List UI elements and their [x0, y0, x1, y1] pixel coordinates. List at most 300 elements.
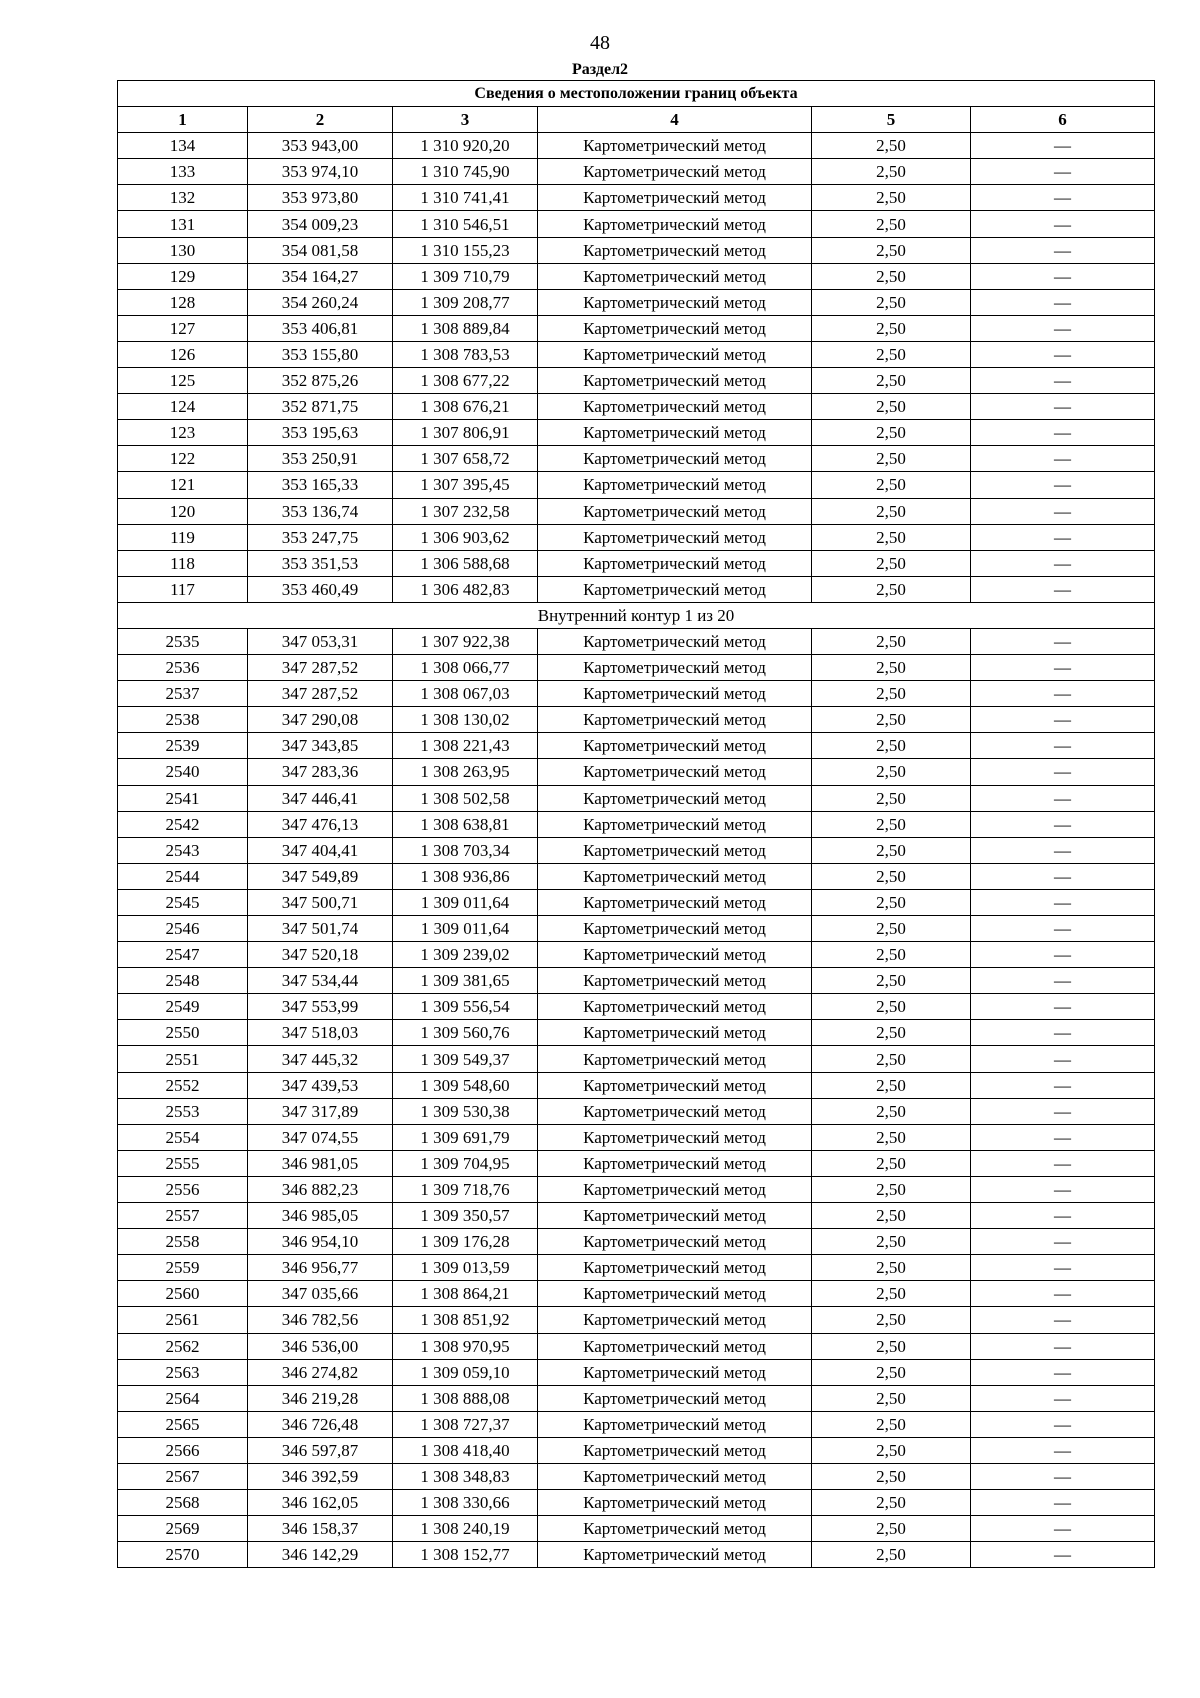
accuracy-cell: 2,50: [812, 368, 971, 394]
point-number-cell: 122: [118, 446, 248, 472]
accuracy-cell: 2,50: [812, 889, 971, 915]
y-coordinate-cell: 1 309 176,28: [393, 1229, 538, 1255]
table-row: [118, 681, 1155, 707]
table-row: [118, 889, 1155, 915]
description-cell: —: [971, 211, 1155, 237]
point-number-cell: 125: [118, 368, 248, 394]
description-cell: —: [971, 1542, 1155, 1568]
description-cell: —: [971, 1072, 1155, 1098]
x-coordinate-cell: 347 501,74: [248, 916, 393, 942]
accuracy-cell: 2,50: [812, 707, 971, 733]
table-row: [118, 394, 1155, 420]
point-number-cell: 2563: [118, 1359, 248, 1385]
x-coordinate-cell: 353 406,81: [248, 315, 393, 341]
method-cell: Картометрический метод: [538, 289, 812, 315]
description-cell: —: [971, 1437, 1155, 1463]
accuracy-cell: 2,50: [812, 237, 971, 263]
table-row: [118, 1385, 1155, 1411]
point-number-cell: 129: [118, 263, 248, 289]
y-coordinate-cell: 1 307 395,45: [393, 472, 538, 498]
y-coordinate-cell: 1 308 130,02: [393, 707, 538, 733]
method-cell: Картометрический метод: [538, 1463, 812, 1489]
method-cell: Картометрический метод: [538, 1411, 812, 1437]
method-cell: Картометрический метод: [538, 1020, 812, 1046]
y-coordinate-cell: 1 308 263,95: [393, 759, 538, 785]
accuracy-cell: 2,50: [812, 1463, 971, 1489]
y-coordinate-cell: 1 309 560,76: [393, 1020, 538, 1046]
accuracy-cell: 2,50: [812, 994, 971, 1020]
x-coordinate-cell: 353 195,63: [248, 420, 393, 446]
y-coordinate-cell: 1 308 676,21: [393, 394, 538, 420]
method-cell: Картометрический метод: [538, 1385, 812, 1411]
method-cell: Картометрический метод: [538, 785, 812, 811]
method-cell: Картометрический метод: [538, 211, 812, 237]
accuracy-cell: 2,50: [812, 185, 971, 211]
description-cell: —: [971, 1411, 1155, 1437]
table-row: [118, 1046, 1155, 1072]
accuracy-cell: 2,50: [812, 159, 971, 185]
y-coordinate-cell: 1 307 922,38: [393, 628, 538, 654]
accuracy-cell: 2,50: [812, 315, 971, 341]
point-number-cell: 2547: [118, 942, 248, 968]
point-number-cell: 2545: [118, 889, 248, 915]
boundary-coordinates-table: [117, 80, 1155, 1568]
y-coordinate-cell: 1 308 330,66: [393, 1490, 538, 1516]
accuracy-cell: 2,50: [812, 1359, 971, 1385]
method-cell: Картометрический метод: [538, 1150, 812, 1176]
y-coordinate-cell: 1 306 903,62: [393, 524, 538, 550]
table-caption: Сведения о местоположении границ объекта: [118, 81, 1155, 107]
method-cell: Картометрический метод: [538, 1359, 812, 1385]
accuracy-cell: 2,50: [812, 498, 971, 524]
x-coordinate-cell: 347 317,89: [248, 1098, 393, 1124]
column-header-3: 3: [393, 107, 538, 133]
description-cell: —: [971, 1385, 1155, 1411]
x-coordinate-cell: 347 287,52: [248, 681, 393, 707]
description-cell: —: [971, 498, 1155, 524]
method-cell: Картометрический метод: [538, 759, 812, 785]
method-cell: Картометрический метод: [538, 576, 812, 602]
point-number-cell: 2556: [118, 1176, 248, 1202]
accuracy-cell: 2,50: [812, 1255, 971, 1281]
x-coordinate-cell: 347 290,08: [248, 707, 393, 733]
y-coordinate-cell: 1 308 888,08: [393, 1385, 538, 1411]
description-cell: —: [971, 315, 1155, 341]
x-coordinate-cell: 347 446,41: [248, 785, 393, 811]
x-coordinate-cell: 346 274,82: [248, 1359, 393, 1385]
description-cell: —: [971, 185, 1155, 211]
point-number-cell: 2544: [118, 863, 248, 889]
point-number-cell: 2555: [118, 1150, 248, 1176]
table-row: [118, 1020, 1155, 1046]
x-coordinate-cell: 346 956,77: [248, 1255, 393, 1281]
point-number-cell: 2569: [118, 1516, 248, 1542]
point-number-cell: 119: [118, 524, 248, 550]
x-coordinate-cell: 353 165,33: [248, 472, 393, 498]
description-cell: —: [971, 368, 1155, 394]
y-coordinate-cell: 1 309 381,65: [393, 968, 538, 994]
x-coordinate-cell: 346 536,00: [248, 1333, 393, 1359]
table-body: [118, 81, 1155, 1568]
accuracy-cell: 2,50: [812, 1229, 971, 1255]
point-number-cell: 2560: [118, 1281, 248, 1307]
accuracy-cell: 2,50: [812, 1020, 971, 1046]
method-cell: Картометрический метод: [538, 1098, 812, 1124]
table-row: [118, 1255, 1155, 1281]
table-row: [118, 185, 1155, 211]
table-row: [118, 237, 1155, 263]
description-cell: —: [971, 1203, 1155, 1229]
description-cell: —: [971, 159, 1155, 185]
table-row: [118, 759, 1155, 785]
accuracy-cell: 2,50: [812, 472, 971, 498]
point-number-cell: 2537: [118, 681, 248, 707]
description-cell: —: [971, 1359, 1155, 1385]
accuracy-cell: 2,50: [812, 1046, 971, 1072]
accuracy-cell: 2,50: [812, 576, 971, 602]
point-number-cell: 2551: [118, 1046, 248, 1072]
method-cell: Картометрический метод: [538, 968, 812, 994]
point-number-cell: 120: [118, 498, 248, 524]
x-coordinate-cell: 346 597,87: [248, 1437, 393, 1463]
accuracy-cell: 2,50: [812, 968, 971, 994]
y-coordinate-cell: 1 309 013,59: [393, 1255, 538, 1281]
method-cell: Картометрический метод: [538, 524, 812, 550]
method-cell: Картометрический метод: [538, 394, 812, 420]
y-coordinate-cell: 1 309 556,54: [393, 994, 538, 1020]
description-cell: —: [971, 994, 1155, 1020]
accuracy-cell: 2,50: [812, 837, 971, 863]
table-row: [118, 1281, 1155, 1307]
x-coordinate-cell: 347 534,44: [248, 968, 393, 994]
point-number-cell: 2554: [118, 1124, 248, 1150]
point-number-cell: 2543: [118, 837, 248, 863]
y-coordinate-cell: 1 308 066,77: [393, 655, 538, 681]
table-row: [118, 837, 1155, 863]
method-cell: Картометрический метод: [538, 811, 812, 837]
method-cell: Картометрический метод: [538, 1281, 812, 1307]
description-cell: —: [971, 133, 1155, 159]
accuracy-cell: 2,50: [812, 394, 971, 420]
method-cell: Картометрический метод: [538, 1307, 812, 1333]
table-row: [118, 1333, 1155, 1359]
table-row: [118, 785, 1155, 811]
x-coordinate-cell: 347 518,03: [248, 1020, 393, 1046]
table-row: [118, 1072, 1155, 1098]
description-cell: —: [971, 289, 1155, 315]
method-cell: Картометрический метод: [538, 1490, 812, 1516]
x-coordinate-cell: 347 439,53: [248, 1072, 393, 1098]
y-coordinate-cell: 1 309 549,37: [393, 1046, 538, 1072]
point-number-cell: 2539: [118, 733, 248, 759]
y-coordinate-cell: 1 309 350,57: [393, 1203, 538, 1229]
description-cell: —: [971, 681, 1155, 707]
table-caption-row: [118, 81, 1155, 107]
point-number-cell: 2548: [118, 968, 248, 994]
table-row: [118, 446, 1155, 472]
description-cell: —: [971, 1098, 1155, 1124]
method-cell: Картометрический метод: [538, 420, 812, 446]
point-number-cell: 2540: [118, 759, 248, 785]
y-coordinate-cell: 1 308 152,77: [393, 1542, 538, 1568]
x-coordinate-cell: 347 287,52: [248, 655, 393, 681]
accuracy-cell: 2,50: [812, 1203, 971, 1229]
y-coordinate-cell: 1 307 806,91: [393, 420, 538, 446]
column-header-4: 4: [538, 107, 812, 133]
accuracy-cell: 2,50: [812, 1124, 971, 1150]
description-cell: —: [971, 1124, 1155, 1150]
x-coordinate-cell: 347 549,89: [248, 863, 393, 889]
description-cell: —: [971, 1307, 1155, 1333]
accuracy-cell: 2,50: [812, 1098, 971, 1124]
description-cell: —: [971, 863, 1155, 889]
method-cell: Картометрический метод: [538, 628, 812, 654]
y-coordinate-cell: 1 308 970,95: [393, 1333, 538, 1359]
table-row: [118, 1150, 1155, 1176]
point-number-cell: 127: [118, 315, 248, 341]
table-row: [118, 341, 1155, 367]
y-coordinate-cell: 1 307 658,72: [393, 446, 538, 472]
y-coordinate-cell: 1 308 703,34: [393, 837, 538, 863]
x-coordinate-cell: 353 247,75: [248, 524, 393, 550]
table-row: [118, 1176, 1155, 1202]
table-row: [118, 1359, 1155, 1385]
method-cell: Картометрический метод: [538, 681, 812, 707]
method-cell: Картометрический метод: [538, 837, 812, 863]
description-cell: —: [971, 916, 1155, 942]
table-row: [118, 1542, 1155, 1568]
point-number-cell: 2570: [118, 1542, 248, 1568]
accuracy-cell: 2,50: [812, 446, 971, 472]
method-cell: Картометрический метод: [538, 133, 812, 159]
point-number-cell: 2568: [118, 1490, 248, 1516]
x-coordinate-cell: 353 351,53: [248, 550, 393, 576]
accuracy-cell: 2,50: [812, 785, 971, 811]
point-number-cell: 2536: [118, 655, 248, 681]
accuracy-cell: 2,50: [812, 1072, 971, 1098]
method-cell: Картометрический метод: [538, 1333, 812, 1359]
description-cell: —: [971, 837, 1155, 863]
description-cell: —: [971, 1516, 1155, 1542]
y-coordinate-cell: 1 309 710,79: [393, 263, 538, 289]
accuracy-cell: 2,50: [812, 1542, 971, 1568]
table-row: [118, 498, 1155, 524]
x-coordinate-cell: 352 875,26: [248, 368, 393, 394]
table-row: [118, 576, 1155, 602]
table-row: [118, 994, 1155, 1020]
description-cell: —: [971, 576, 1155, 602]
y-coordinate-cell: 1 308 851,92: [393, 1307, 538, 1333]
x-coordinate-cell: 353 974,10: [248, 159, 393, 185]
y-coordinate-cell: 1 309 239,02: [393, 942, 538, 968]
accuracy-cell: 2,50: [812, 1411, 971, 1437]
table-row: [118, 1411, 1155, 1437]
description-cell: —: [971, 524, 1155, 550]
description-cell: —: [971, 1229, 1155, 1255]
y-coordinate-cell: 1 308 067,03: [393, 681, 538, 707]
accuracy-cell: 2,50: [812, 1150, 971, 1176]
description-cell: —: [971, 550, 1155, 576]
y-coordinate-cell: 1 309 011,64: [393, 916, 538, 942]
description-cell: —: [971, 472, 1155, 498]
table-row: [118, 472, 1155, 498]
table-row: [118, 315, 1155, 341]
point-number-cell: 2557: [118, 1203, 248, 1229]
accuracy-cell: 2,50: [812, 524, 971, 550]
description-cell: —: [971, 942, 1155, 968]
method-cell: Картометрический метод: [538, 159, 812, 185]
x-coordinate-cell: 352 871,75: [248, 394, 393, 420]
x-coordinate-cell: 347 520,18: [248, 942, 393, 968]
point-number-cell: 121: [118, 472, 248, 498]
table-row: [118, 1437, 1155, 1463]
x-coordinate-cell: 353 155,80: [248, 341, 393, 367]
method-cell: Картометрический метод: [538, 994, 812, 1020]
table-row: [118, 368, 1155, 394]
description-cell: —: [971, 655, 1155, 681]
table-row: [118, 707, 1155, 733]
table-row: [118, 1229, 1155, 1255]
accuracy-cell: 2,50: [812, 811, 971, 837]
table-row: [118, 916, 1155, 942]
table-row: [118, 1307, 1155, 1333]
method-cell: Картометрический метод: [538, 185, 812, 211]
point-number-cell: 118: [118, 550, 248, 576]
description-cell: —: [971, 811, 1155, 837]
y-coordinate-cell: 1 308 638,81: [393, 811, 538, 837]
table-row: [118, 133, 1155, 159]
column-header-5: 5: [812, 107, 971, 133]
column-header-6: 6: [971, 107, 1155, 133]
x-coordinate-cell: 346 782,56: [248, 1307, 393, 1333]
y-coordinate-cell: 1 308 348,83: [393, 1463, 538, 1489]
method-cell: Картометрический метод: [538, 1516, 812, 1542]
x-coordinate-cell: 346 219,28: [248, 1385, 393, 1411]
point-number-cell: 2546: [118, 916, 248, 942]
accuracy-cell: 2,50: [812, 341, 971, 367]
description-cell: —: [971, 394, 1155, 420]
y-coordinate-cell: 1 308 221,43: [393, 733, 538, 759]
accuracy-cell: 2,50: [812, 1437, 971, 1463]
point-number-cell: 117: [118, 576, 248, 602]
y-coordinate-cell: 1 309 530,38: [393, 1098, 538, 1124]
method-cell: Картометрический метод: [538, 1229, 812, 1255]
x-coordinate-cell: 354 081,58: [248, 237, 393, 263]
table-row: [118, 942, 1155, 968]
accuracy-cell: 2,50: [812, 655, 971, 681]
y-coordinate-cell: 1 308 936,86: [393, 863, 538, 889]
x-coordinate-cell: 347 074,55: [248, 1124, 393, 1150]
description-cell: —: [971, 1150, 1155, 1176]
table-row: [118, 1124, 1155, 1150]
point-number-cell: 2559: [118, 1255, 248, 1281]
table-header-row: [118, 107, 1155, 133]
point-number-cell: 132: [118, 185, 248, 211]
description-cell: —: [971, 1281, 1155, 1307]
x-coordinate-cell: 353 250,91: [248, 446, 393, 472]
y-coordinate-cell: 1 308 677,22: [393, 368, 538, 394]
x-coordinate-cell: 346 882,23: [248, 1176, 393, 1202]
table-row: [118, 863, 1155, 889]
table-row: [118, 159, 1155, 185]
method-cell: Картометрический метод: [538, 1124, 812, 1150]
y-coordinate-cell: 1 308 240,19: [393, 1516, 538, 1542]
y-coordinate-cell: 1 308 418,40: [393, 1437, 538, 1463]
table-row: [118, 733, 1155, 759]
table-row: [118, 811, 1155, 837]
point-number-cell: 134: [118, 133, 248, 159]
table-row: [118, 1098, 1155, 1124]
method-cell: Картометрический метод: [538, 916, 812, 942]
method-cell: Картометрический метод: [538, 1255, 812, 1281]
method-cell: Картометрический метод: [538, 237, 812, 263]
y-coordinate-cell: 1 308 502,58: [393, 785, 538, 811]
table-row: [118, 211, 1155, 237]
x-coordinate-cell: 346 726,48: [248, 1411, 393, 1437]
point-number-cell: 123: [118, 420, 248, 446]
x-coordinate-cell: 346 985,05: [248, 1203, 393, 1229]
y-coordinate-cell: 1 309 011,64: [393, 889, 538, 915]
method-cell: Картометрический метод: [538, 315, 812, 341]
page-number: 48: [590, 32, 610, 54]
y-coordinate-cell: 1 310 546,51: [393, 211, 538, 237]
method-cell: Картометрический метод: [538, 368, 812, 394]
table-row: [118, 968, 1155, 994]
point-number-cell: 2566: [118, 1437, 248, 1463]
method-cell: Картометрический метод: [538, 472, 812, 498]
point-number-cell: 131: [118, 211, 248, 237]
point-number-cell: 2567: [118, 1463, 248, 1489]
description-cell: —: [971, 1176, 1155, 1202]
table-row: [118, 289, 1155, 315]
description-cell: —: [971, 628, 1155, 654]
accuracy-cell: 2,50: [812, 628, 971, 654]
y-coordinate-cell: 1 310 745,90: [393, 159, 538, 185]
description-cell: —: [971, 733, 1155, 759]
description-cell: —: [971, 341, 1155, 367]
accuracy-cell: 2,50: [812, 1516, 971, 1542]
method-cell: Картометрический метод: [538, 1176, 812, 1202]
point-number-cell: 126: [118, 341, 248, 367]
description-cell: —: [971, 1333, 1155, 1359]
point-number-cell: 128: [118, 289, 248, 315]
table-row: [118, 1490, 1155, 1516]
description-cell: —: [971, 263, 1155, 289]
accuracy-cell: 2,50: [812, 1307, 971, 1333]
method-cell: Картометрический метод: [538, 1046, 812, 1072]
x-coordinate-cell: 353 460,49: [248, 576, 393, 602]
method-cell: Картометрический метод: [538, 498, 812, 524]
description-cell: —: [971, 237, 1155, 263]
point-number-cell: 2538: [118, 707, 248, 733]
table-row: [118, 1203, 1155, 1229]
x-coordinate-cell: 354 260,24: [248, 289, 393, 315]
point-number-cell: 2552: [118, 1072, 248, 1098]
x-coordinate-cell: 353 943,00: [248, 133, 393, 159]
x-coordinate-cell: 346 142,29: [248, 1542, 393, 1568]
accuracy-cell: 2,50: [812, 211, 971, 237]
y-coordinate-cell: 1 308 727,37: [393, 1411, 538, 1437]
accuracy-cell: 2,50: [812, 1490, 971, 1516]
x-coordinate-cell: 347 445,32: [248, 1046, 393, 1072]
y-coordinate-cell: 1 308 864,21: [393, 1281, 538, 1307]
description-cell: —: [971, 1020, 1155, 1046]
x-coordinate-cell: 347 343,85: [248, 733, 393, 759]
method-cell: Картометрический метод: [538, 733, 812, 759]
table-row: [118, 263, 1155, 289]
description-cell: —: [971, 889, 1155, 915]
y-coordinate-cell: 1 306 482,83: [393, 576, 538, 602]
